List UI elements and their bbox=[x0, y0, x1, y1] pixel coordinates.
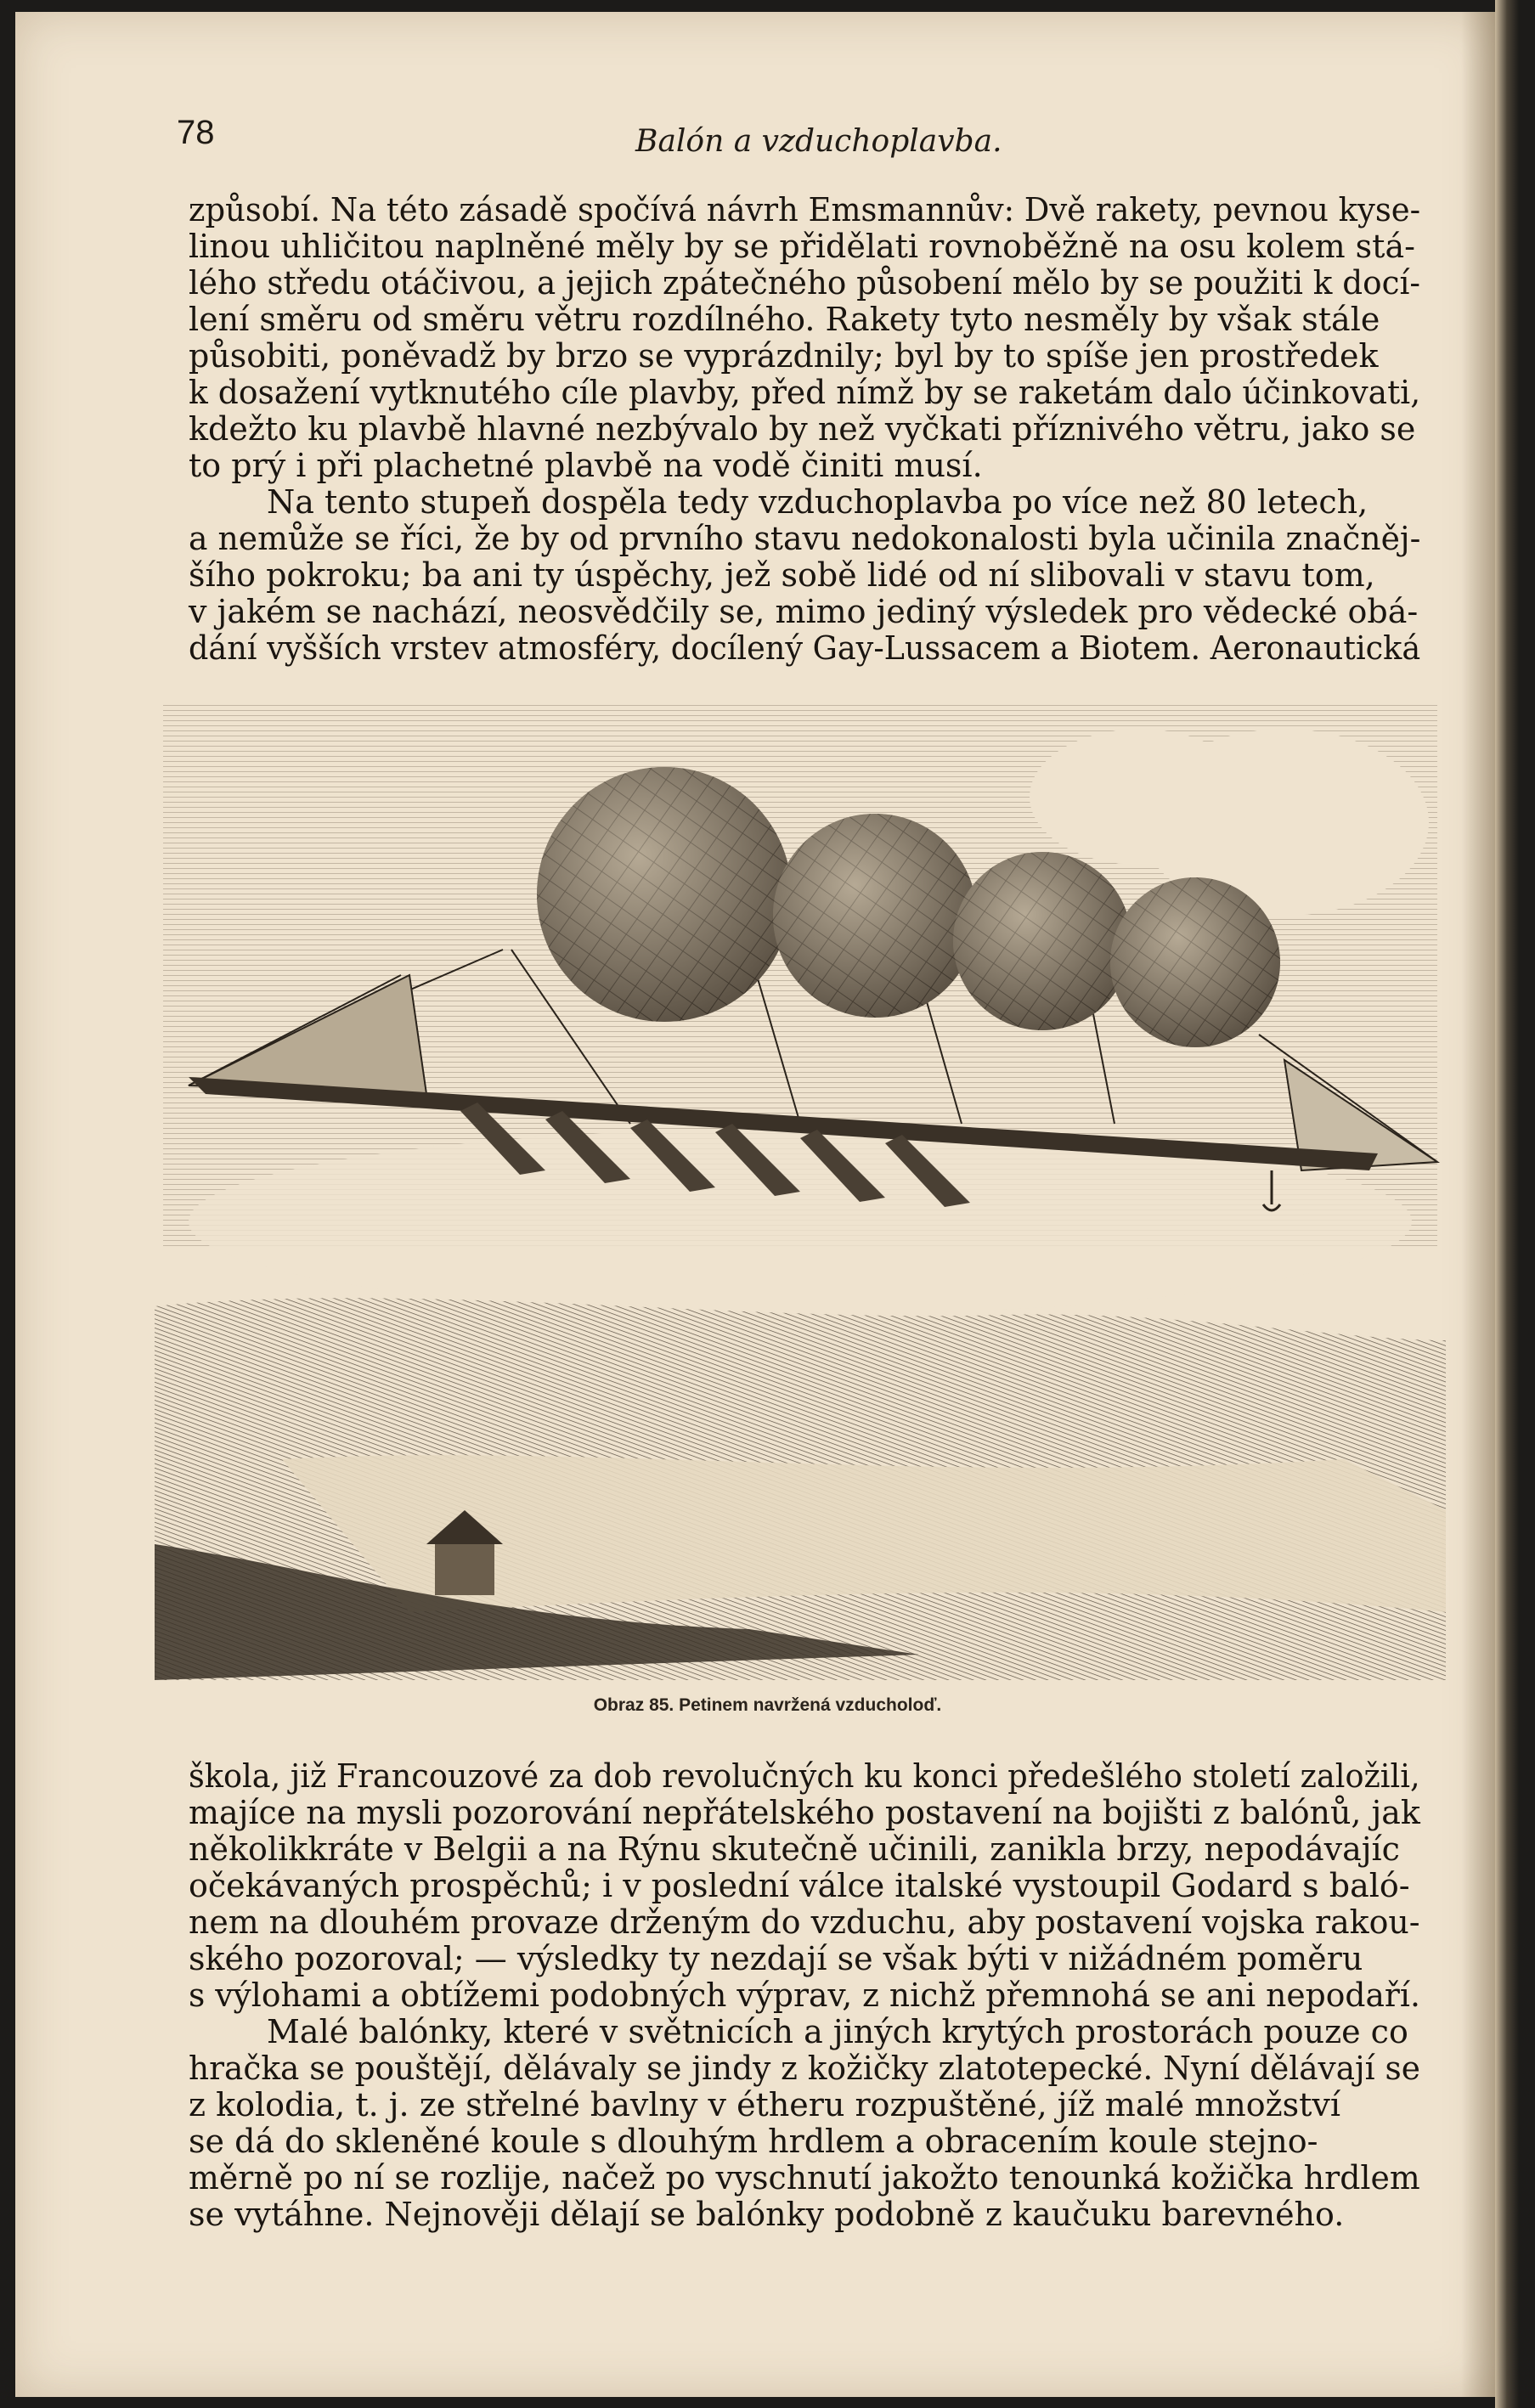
text-line: způsobí. Na této zásadě spočívá návrh Emsmannův: Dvě rakety, pevnou kyse- bbox=[189, 191, 1421, 228]
text-line: působiti, poněvadž by brzo se vyprázdnily; byl by to spíše jen prostředek bbox=[189, 337, 1379, 375]
text-line: z kolodia, t. j. ze střelné bavlny v étheru rozpuštěné, jíž malé množství bbox=[189, 2086, 1340, 2123]
text-line: očekávaných prospěchů; i v poslední válce italské vystoupil Godard s baló- bbox=[189, 1867, 1410, 1904]
book-spine bbox=[1495, 0, 1535, 2408]
airship-illustration bbox=[155, 695, 1446, 1680]
text-line: se vytáhne. Nejnověji dělají se balónky podobně z kaučuku barevného. bbox=[189, 2196, 1345, 2233]
text-line: ského pozoroval; — výsledky ty nezdají se však býti v nižádném poměru bbox=[189, 1940, 1363, 1977]
figure-caption: Obraz 85. Petinem navržená vzducholoď. bbox=[593, 1695, 942, 1715]
text-line: několikkráte v Belgii a na Rýnu skutečně učinili, zanikla brzy, nepodávajíc bbox=[189, 1830, 1400, 1868]
text-line: Na tento stupeň dospěla tedy vzduchoplavba po více než 80 letech, bbox=[267, 483, 1369, 521]
running-title: Balón a vzduchoplavba. bbox=[635, 124, 1002, 159]
text-line: měrně po ní se rozlije, načež po vyschnutí jakožto tenounká kožička hrdlem bbox=[189, 2159, 1420, 2197]
text-line: v jakém se nachází, neosvědčily se, mimo jediný výsledek pro vědecké obá- bbox=[189, 593, 1419, 630]
text-line: hračka se pouštějí, dělávaly se jindy z kožičky zlatotepecké. Nyní dělávají se bbox=[189, 2050, 1420, 2087]
text-line: lení směru od směru větru rozdílného. Rakety tyto nesměly by však stále bbox=[189, 301, 1380, 338]
text-line: a nemůže se říci, že by od prvního stavu nedokonalosti byla učinila značněj- bbox=[189, 520, 1421, 557]
text-line: kdežto ku plavbě hlavné nezbývalo by než vyčkati příznivého větru, jako se bbox=[189, 410, 1416, 448]
text-line: dání vyšších vrstev atmosféry, docílený Gay-Lussacem a Biotem. Aeronautická bbox=[189, 629, 1421, 667]
text-block-top bbox=[189, 192, 1420, 667]
text-line: šího pokroku; ba ani ty úspěchy, jež sobě lidé od ní slibovali v stavu tom, bbox=[189, 556, 1375, 594]
text-line: linou uhličitou naplněné měly by se přidělati rovnoběžně na osu kolem stá- bbox=[189, 228, 1415, 265]
text-line: se dá do skleněné koule s dlouhým hrdlem a obracením koule stejno- bbox=[189, 2123, 1318, 2160]
text-block-bottom bbox=[189, 1758, 1420, 2233]
text-line: k dosažení vytknutého cíle plavby, před nímž by se raketám dalo účinkovati, bbox=[189, 374, 1421, 411]
text-line: nem na dlouhém provaze drženým do vzduchu, aby postavení vojska rakou- bbox=[189, 1903, 1420, 1941]
text-line: s výlohami a obtížemi podobných výprav, z nichž přemnohá se ani nepodaří. bbox=[189, 1977, 1420, 2014]
text-line: to prý i při plachetné plavbě na vodě činiti musí. bbox=[189, 447, 983, 484]
page-number: 78 bbox=[177, 114, 215, 151]
text-line: škola, již Francouzové za dob revolučných ku konci předešlého století založili, bbox=[189, 1757, 1420, 1795]
text-line: Malé balónky, které v světnicích a jiných krytých prostorách pouze co bbox=[267, 2013, 1408, 2050]
text-line: lého středu otáčivou, a jejich zpátečného působení mělo by se použiti k docí- bbox=[189, 264, 1421, 302]
text-line: majíce na mysli pozorování nepřátelského postavení na bojišti z balónů, jak bbox=[189, 1794, 1420, 1831]
